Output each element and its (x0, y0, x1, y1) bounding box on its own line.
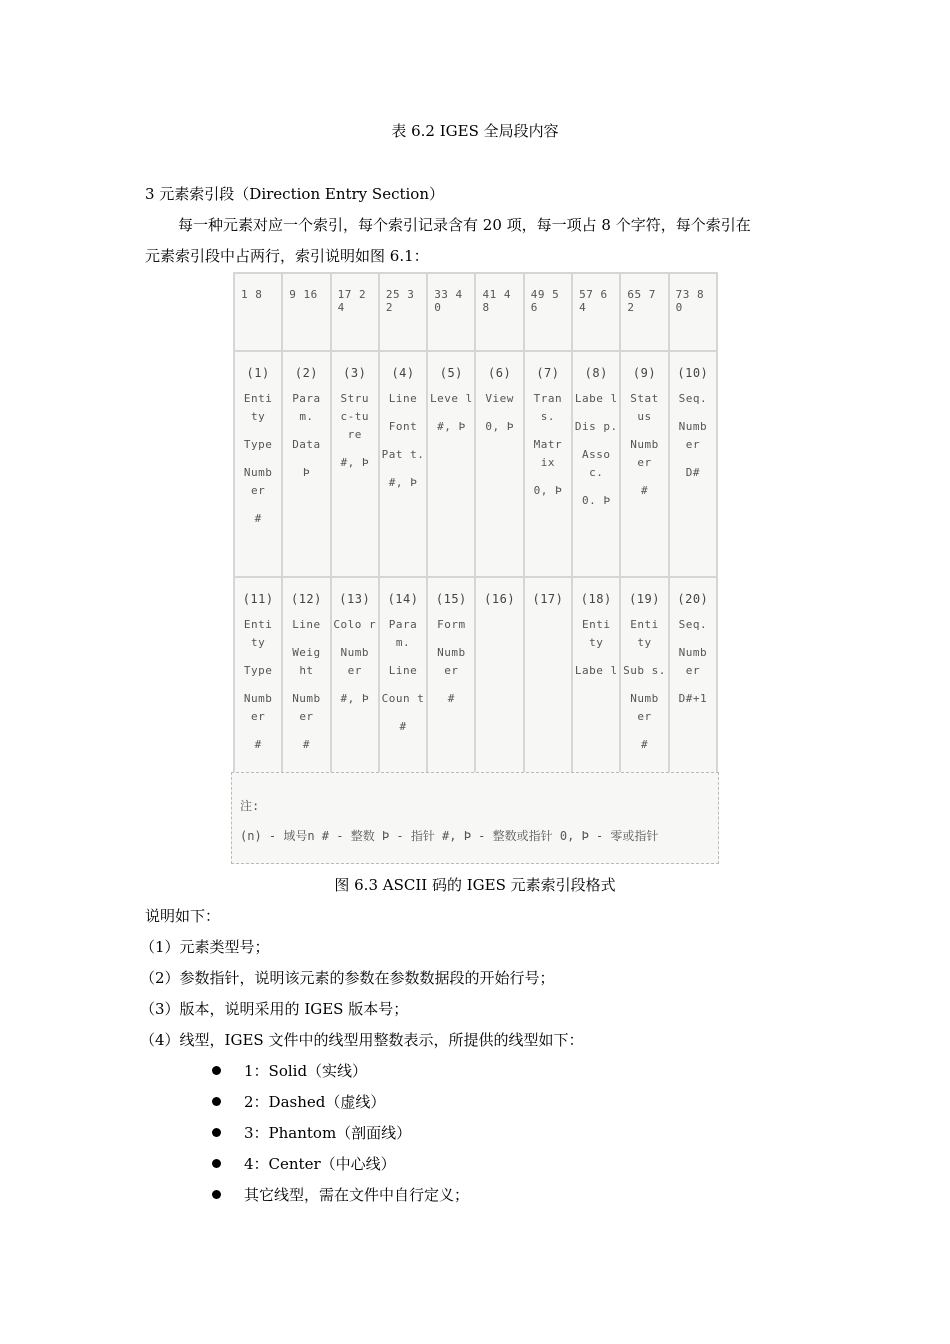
field-text: Seq. (678, 618, 708, 631)
field-number: (8) (584, 366, 608, 380)
field-number: (5) (439, 366, 463, 380)
field-cell (427, 351, 475, 577)
field-text: Numb er (630, 438, 659, 469)
field-number: (20) (677, 592, 709, 606)
paragraph-line-2: 元素索引段中占两行，索引说明如图 6.1： (145, 247, 429, 265)
note-text: (n) - 域号n # - 整数 Þ - 指针 #, Þ - 整数或指针 0, Þ - 零或指针 (240, 829, 659, 843)
field-cell (331, 577, 379, 803)
field-cell (331, 351, 379, 577)
table-caption: 表 6.2 IGES 全局段内容 (391, 122, 559, 140)
bullet-dot (212, 1159, 221, 1168)
column-range-cell: 17 2 4 (331, 273, 379, 351)
field-text: Matr ix (533, 438, 563, 469)
column-range-cell: 49 5 6 (524, 273, 572, 351)
field-text: Labe l (574, 392, 618, 405)
field-text: Para m. (292, 392, 321, 423)
field-text: Line (292, 618, 321, 631)
field-text: #, Þ (437, 420, 466, 433)
column-range-cell: 41 4 8 (475, 273, 523, 351)
bullet-item: 3：Phantom（剖面线） (244, 1124, 412, 1142)
bullet-item: 4：Center（中心线） (244, 1155, 396, 1173)
field-text: # (640, 738, 649, 751)
bullet-dot (212, 1097, 221, 1106)
field-text: Stat us (630, 392, 659, 423)
figure-notes (231, 772, 719, 864)
field-text: # (302, 738, 310, 751)
list-item: （3）版本，说明采用的 IGES 版本号； (140, 1000, 409, 1018)
list-item: （1）元素类型号； (140, 938, 270, 956)
field-text: Type (243, 664, 273, 677)
field-cell (572, 577, 620, 803)
field-text: #, Þ (340, 692, 369, 705)
field-text: Line (388, 664, 418, 677)
field-row-1 (234, 351, 717, 577)
column-range-row (234, 273, 717, 351)
list-item: （2）参数指针，说明该元素的参数在参数数据段的开始行号； (140, 969, 555, 987)
field-text: Type (243, 438, 273, 451)
field-text: Enti ty (581, 618, 611, 649)
field-number: (6) (488, 366, 512, 380)
field-number: (16) (484, 592, 516, 606)
bullet-dot (212, 1128, 221, 1137)
field-cell (669, 351, 717, 577)
field-cell (282, 351, 330, 577)
field-text: View (485, 392, 514, 405)
field-number: (15) (435, 592, 467, 606)
field-cell (379, 577, 427, 803)
field-cell (475, 351, 523, 577)
field-text: Asso c. (581, 448, 611, 479)
field-text: Numb er (437, 646, 466, 677)
field-text: Dis p. (574, 420, 618, 433)
field-number: (12) (290, 592, 322, 606)
field-cell (282, 577, 330, 803)
field-text: Seq. (678, 392, 708, 405)
field-number: (14) (387, 592, 419, 606)
field-cell (427, 577, 475, 803)
bullet-item: 1：Solid（实线） (244, 1062, 368, 1080)
field-text: #, Þ (388, 476, 418, 489)
field-text: Weig ht (292, 646, 321, 677)
field-text: # (447, 692, 455, 705)
field-text: Colo r (333, 618, 377, 631)
field-number: (4) (391, 366, 415, 380)
field-text: # (254, 738, 262, 751)
field-text: Pat t. (381, 448, 425, 461)
field-text: Font (388, 420, 418, 433)
column-range-cell: 25 3 2 (379, 273, 427, 351)
field-text: Numb er (340, 646, 369, 677)
field-cell (524, 577, 572, 803)
column-range-cell: 9 16 (282, 273, 330, 351)
field-cell (234, 351, 282, 577)
column-range-cell: 57 6 4 (572, 273, 620, 351)
field-text: # (254, 512, 262, 525)
column-range-cell: 65 7 2 (620, 273, 668, 351)
field-text: 0, Þ (485, 420, 514, 433)
field-number: (19) (629, 592, 660, 606)
field-row-2 (234, 577, 717, 803)
field-text: 0, Þ (533, 484, 563, 497)
field-text: Enti ty (243, 392, 273, 423)
field-number: (3) (343, 366, 367, 380)
field-number: (18) (580, 592, 612, 606)
column-range-cell: 73 8 0 (669, 273, 717, 351)
directory-entry-table (233, 272, 718, 804)
field-text: Sub s. (623, 664, 666, 677)
field-cell (669, 577, 717, 803)
figure-caption: 图 6.3 ASCII 码的 IGES 元素索引段格式 (334, 876, 616, 894)
field-text: 0. Þ (581, 494, 611, 507)
field-text: Numb er (678, 646, 708, 677)
field-text: Numb er (630, 692, 659, 723)
field-text: Para m. (388, 618, 418, 649)
list-item: （4）线型，IGES 文件中的线型用整数表示，所提供的线型如下： (140, 1031, 584, 1049)
field-text: Þ (302, 466, 310, 479)
field-cell (524, 351, 572, 577)
field-number: (13) (339, 592, 371, 606)
column-range-cell: 33 4 0 (427, 273, 475, 351)
field-text: Numb er (678, 420, 708, 451)
field-text: Coun t (381, 692, 425, 705)
paragraph-line-1: 每一种元素对应一个索引，每个索引记录含有 20 项，每一项占 8 个字符，每个索引在 (178, 216, 751, 234)
field-text: Numb er (292, 692, 321, 723)
bullet-item: 其它线型，需在文件中自行定义； (244, 1186, 470, 1204)
field-text: Labe l (574, 664, 618, 677)
field-text: D# (685, 466, 700, 479)
field-number: (11) (242, 592, 274, 606)
field-cell (620, 577, 668, 803)
bullet-dot (212, 1190, 221, 1199)
field-cell (379, 351, 427, 577)
field-text: Enti ty (630, 618, 659, 649)
section-heading: 3 元素索引段（Direction Entry Section） (145, 185, 444, 203)
field-text: Numb er (243, 466, 273, 497)
field-cell (572, 351, 620, 577)
field-cell (620, 351, 668, 577)
field-text: Numb er (243, 692, 273, 723)
field-number: (7) (536, 366, 560, 380)
field-text: Line (388, 392, 418, 405)
field-number: (10) (677, 366, 709, 380)
field-text: Data (292, 438, 321, 451)
field-cell (234, 577, 282, 803)
field-text: Stru c-tu re (340, 392, 369, 441)
field-number: (2) (294, 366, 319, 380)
column-range-cell: 1 8 (234, 273, 282, 351)
note-label: 注: (240, 799, 260, 813)
field-number: (1) (246, 366, 270, 380)
field-text: #, Þ (340, 456, 369, 469)
explain-intro: 说明如下： (145, 907, 221, 925)
bullet-item: 2：Dashed（虚线） (244, 1093, 386, 1111)
field-text: Leve l (429, 392, 473, 405)
field-text: # (399, 720, 407, 733)
field-text: Enti ty (243, 618, 273, 649)
bullet-dot (212, 1066, 221, 1075)
field-number: (17) (532, 592, 564, 606)
field-text: # (640, 484, 649, 497)
field-number: (9) (632, 366, 657, 380)
field-text: D#+1 (678, 692, 708, 705)
field-text: Form (437, 618, 466, 631)
field-text: Tran s. (533, 392, 563, 423)
field-cell (475, 577, 523, 803)
